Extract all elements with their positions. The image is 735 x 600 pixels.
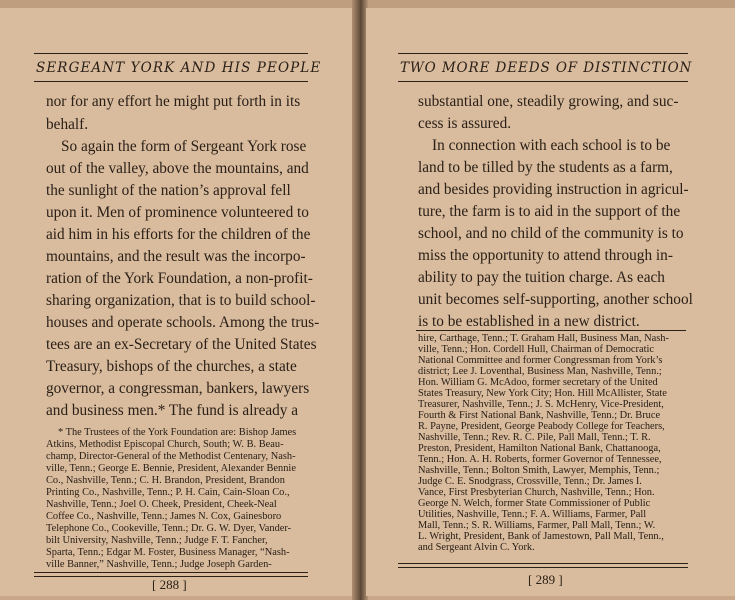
text-line: mountains, and the result was the incorpo- xyxy=(46,248,306,265)
footnote-line: Coffee Co., Nashville, Tenn.; James N. Cox, Gainesboro xyxy=(46,511,282,522)
text-line: unit becomes self-supporting, another school xyxy=(418,291,693,308)
footnote-line: Telephone Co., Cookeville, Tenn.; Dr. G. W. Dyer, Vander- xyxy=(46,523,292,534)
footnote-line: bilt University, Nashville, Tenn.; Judge F. T. Fancher, xyxy=(46,535,268,546)
running-header: TWO MORE DEEDS OF DISTINCTION xyxy=(400,60,693,76)
footnote-line: Vance, First Presbyterian Church, Nashville, Tenn.; Hon. xyxy=(418,487,655,498)
footnote-line: Treasurer, Nashville, Tenn.; J. S. McHenry, Vice-President, xyxy=(418,399,664,410)
text-line: land to be tilled by the students as a farm, xyxy=(418,159,673,176)
text-line: ration of the York Foundation, a non-profit- xyxy=(46,270,313,287)
footnote-line: Preston, President, Hamilton National Bank, Chattanooga, xyxy=(418,443,661,454)
text-line: tees are an ex-Secretary of the United States xyxy=(46,336,317,353)
text-line: sharing organization, that is to build school- xyxy=(46,292,316,309)
footnote-line: States Treasury, New York City; Hon. Hill McAllister, State xyxy=(418,388,667,399)
footer-rule-bottom xyxy=(398,567,688,568)
footnote-line: Tenn.; Hon. A. H. Roberts, former Governor of Tennessee, xyxy=(418,454,662,465)
right-page xyxy=(366,8,735,596)
footnote-line: Nashville, Tenn.; Rev. R. C. Pile, Pall Mall, Tenn.; T. R. xyxy=(418,432,651,443)
text-line: nor for any effort he might put forth in its xyxy=(46,93,301,110)
running-header: SERGEANT YORK AND HIS PEOPLE xyxy=(36,60,322,76)
footnote-line: and Sergeant Alvin C. York. xyxy=(418,542,535,553)
header-rule-bottom xyxy=(398,81,688,82)
text-line: and business men.* The fund is already a xyxy=(46,402,299,419)
footnote-line: Mall, Tenn.; S. R. Williams, Farmer, Pall Mall, Tenn.; W. xyxy=(418,520,656,531)
footnote-line: ville, Tenn.; Hon. Cordell Hull, Chairman of Democratic xyxy=(418,344,654,355)
text-line: cess is assured. xyxy=(418,115,512,132)
text-line: school, and no child of the community is to xyxy=(418,225,684,242)
text-line: governor, a congressman, bankers, lawyers xyxy=(46,380,310,397)
page-number: [ 289 ] xyxy=(528,572,563,587)
text-line: ability to pay the tuition charge. As each xyxy=(418,269,665,286)
footnote-line: Utilities, Nashville, Tenn.; F. A. Williams, Farmer, Pall xyxy=(418,509,647,520)
footnote-rule xyxy=(416,330,686,331)
footnote-line: hire, Carthage, Tenn.; T. Graham Hall, Business Man, Nash- xyxy=(418,333,669,344)
footnote-line: Fourth & First National Bank, Nashville, Tenn.; Dr. Bruce xyxy=(418,410,661,421)
text-line: behalf. xyxy=(46,116,89,133)
footnote-line: * The Trustees of the York Foundation are: Bishop James xyxy=(58,427,297,438)
text-line: miss the opportunity to attend through in- xyxy=(418,247,673,264)
text-line: the sunlight of the nation’s approval fell xyxy=(46,182,291,199)
text-line: and besides providing instruction in agricul- xyxy=(418,181,689,198)
footnote-line: Hon. William G. McAdoo, former secretary of the United xyxy=(418,377,658,388)
footnote-line: National Committee and former Congressman from York’s xyxy=(418,355,663,366)
footnote-line: Printing Co., Nashville, Tenn.; P. H. Cain, Cain-Sloan Co., xyxy=(46,487,290,498)
page-number: [ 288 ] xyxy=(152,577,187,592)
text-line: Treasury, bishops of the churches, a state xyxy=(46,358,297,375)
text-line: is to be established in a new district. xyxy=(418,313,640,330)
header-rule-bottom xyxy=(34,81,308,82)
text-line: So again the form of Sergeant York rose xyxy=(61,138,307,155)
text-line: In connection with each school is to be xyxy=(432,137,671,154)
text-line: out of the valley, above the mountains, and xyxy=(46,160,309,177)
header-rule-top xyxy=(398,53,688,54)
left-page xyxy=(0,8,357,596)
text-line: houses and operate schools. Among the trus- xyxy=(46,314,320,331)
footnote-line: L. Wright, President, Bank of Jamestown, Pall Mall, Tenn., xyxy=(418,531,664,542)
footnote-line: Judge C. E. Snodgrass, Crossville, Tenn.; Dr. James I. xyxy=(418,476,642,487)
header-rule-top xyxy=(34,53,308,54)
text-line: aid him in his efforts for the children of the xyxy=(46,226,311,243)
footnote-line: Nashville, Tenn.; Bolton Smith, Lawyer, Memphis, Tenn.; xyxy=(418,465,660,476)
text-line: ture, the farm is to aid in the support of the xyxy=(418,203,681,220)
footnote-line: ville Banner,” Nashville, Tenn.; Judge Joseph Garden- xyxy=(46,559,272,570)
text-line: upon it. Men of prominence volunteered to xyxy=(46,204,309,221)
footnote-line: champ, Director-General of the Methodist Centenary, Nash- xyxy=(46,451,296,462)
footnote-line: Sparta, Tenn.; Edgar M. Foster, Business Manager, “Nash- xyxy=(46,547,290,558)
footnote-line: Atkins, Methodist Episcopal Church, South; W. B. Beau- xyxy=(46,439,284,450)
footnote-line: district; Lee J. Loventhal, Business Man, Nashville, Tenn.; xyxy=(418,366,662,377)
footnote-line: ville, Tenn.; George E. Bennie, President, Alexander Bennie xyxy=(46,463,296,474)
text-line: substantial one, steadily growing, and suc- xyxy=(418,93,679,110)
footnote-line: Co., Nashville, Tenn.; C. H. Brandon, President, Brandon xyxy=(46,475,285,486)
footer-rule-top xyxy=(34,572,308,573)
footer-rule-top xyxy=(398,563,688,564)
footnote-line: George N. Welch, former State Commissioner of Public xyxy=(418,498,651,509)
footnote-line: R. Payne, President, George Peabody College for Teachers, xyxy=(418,421,665,432)
footnote-line: Nashville, Tenn.; Joel O. Cheek, President, Cheek-Neal xyxy=(46,499,277,510)
